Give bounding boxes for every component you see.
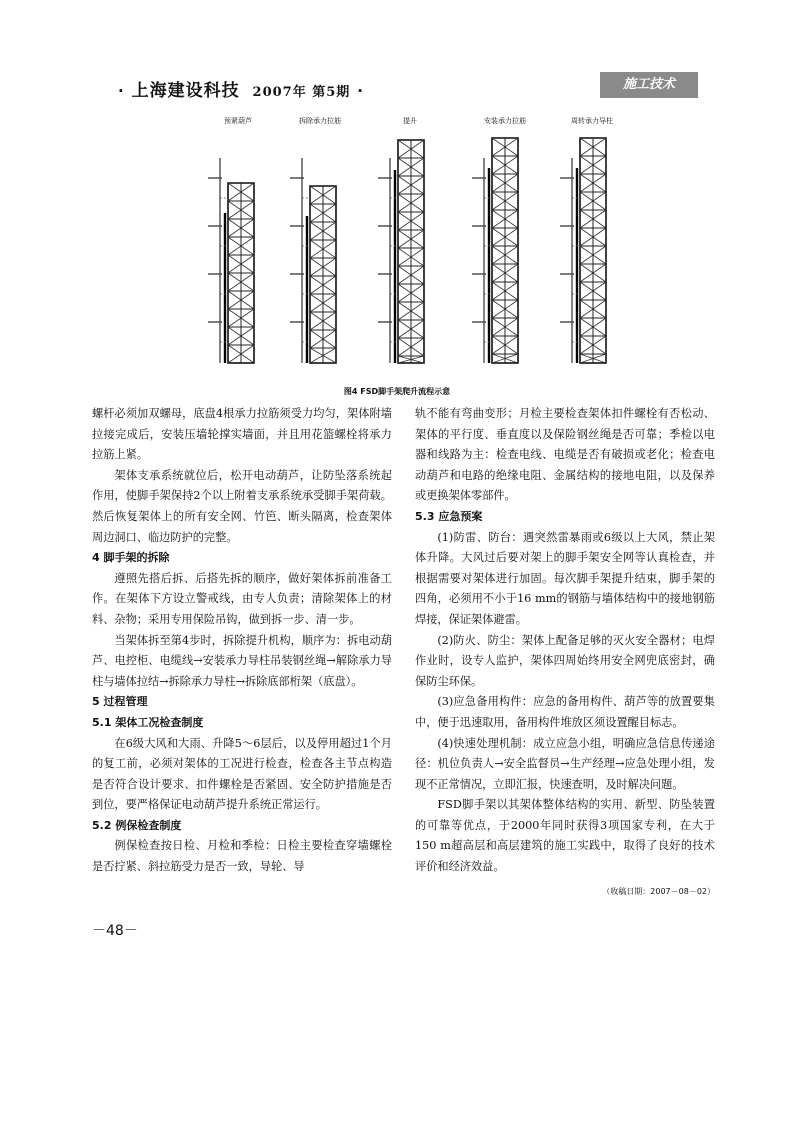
figure-caption: 图4 FSD脚手架爬升流程示意 xyxy=(343,387,451,396)
stage-label-2: 拆除承力拉筋 xyxy=(299,117,341,125)
paragraph: 架体支承系统就位后，松开电动葫芦，让防坠落系统起作用，使脚手架保持2个以上附着支承系统承受脚手架荷载。然后恢复架体上的所有安全网、竹笆、断头隔离，检查架体周边洞口、临边防护的完整。 xyxy=(92,468,392,544)
paragraph: (4)快速处理机制：成立应急小组，明确应急信息传递途径：机位负责人→安全监督员→生产经理→应急处理小组，发现不正常情况，立即汇报，快速查明，及时解决问题。 xyxy=(415,736,715,791)
paragraph: 在6级大风和大雨、升降5～6层后，以及停用超过1个月的复工前，必须对架体的工况进行检查，检查各主节点构造是否符合设计要求、扣件螺栓是否紧固、安全防护措施是否到位，要严格保证电动葫芦提升系统正常运行。 xyxy=(92,736,392,812)
paragraph: 遵照先搭后拆、后搭先拆的顺序，做好架体拆前准备工作。在架体下方设立警戒线，由专人负责；清除架体上的材料、杂物；采用专用保险吊钩，做到拆一步、清一步。 xyxy=(92,571,392,626)
header-dot-left: · xyxy=(118,82,125,100)
scaffold-drawing xyxy=(200,108,640,378)
paragraph: (3)应急备用构件：应急的备用构件、葫芦等的放置要集中，便于迅速取用，备用构件堆放区须设置醒目标志。 xyxy=(415,695,715,729)
section-badge: 施工技术 xyxy=(600,72,698,98)
journal-name: 上海建设科技 xyxy=(131,81,240,101)
header-dot-right: · xyxy=(357,82,364,100)
section-heading: 5 过程管理 xyxy=(92,695,148,709)
section-heading: 4 脚手架的拆除 xyxy=(92,551,170,565)
stage-label-3: 提升 xyxy=(403,117,417,125)
journal-title xyxy=(118,76,364,101)
paragraph: 当架体拆至第4步时，拆除提升机构，顺序为：拆电动葫芦、电控柜、电缆线→安装承力导柱吊装钢丝绳→解除承力导柱与墙体拉结→拆除承力导柱→拆除底部桁架（底盘）。 xyxy=(92,633,392,688)
subsection-heading: 5.1 架体工况检查制度 xyxy=(92,715,204,729)
paragraph: 例保检查按日检、月检和季检：日检主要检查穿墙螺栓是否拧紧、斜拉筋受力是否一致，导轮、导 xyxy=(92,839,392,874)
left-column xyxy=(92,404,392,878)
paragraph: FSD脚手架以其架体整体结构的实用、新型、防坠装置的可靠等优点，于2000年同时获得3项国家专利，在大于150 m超高层和高层建筑的施工实践中，取得了良好的技术评价和经济效益。 xyxy=(415,798,715,874)
figure-scaffold-stages xyxy=(200,108,640,378)
received-date: （收稿日期：2007－08－02） xyxy=(602,886,715,896)
paragraph: (2)防火、防尘：架体上配备足够的灭火安全器材；电焊作业时，设专人监护，架体四周始终用安全网兜底密封，确保防尘环保。 xyxy=(415,633,715,688)
journal-issue: 2007年 第5期 xyxy=(252,85,351,100)
page-number: －48－ xyxy=(92,923,138,939)
subsection-heading: 5.3 应急预案 xyxy=(415,509,483,523)
page-header xyxy=(118,72,698,102)
paragraph: 轨不能有弯曲变形；月检主要检查架体扣件螺栓有否松动、架体的平行度、垂直度以及保险钢丝绳是否可靠；季检以电器和线路为主：检查电线、电缆是否有破损或老化；检查电动葫芦和电路的绝缘电阻、金属结构的接地电阻，以及保养或更换架体零部件。 xyxy=(415,407,715,503)
subsection-heading: 5.2 例保检查制度 xyxy=(92,818,182,832)
stage-label-5: 周转承力导柱 xyxy=(571,117,613,125)
stage-label-4: 安装承力拉筋 xyxy=(484,117,526,125)
paragraph: (1)防雷、防台：遇突然雷暴雨或6级以上大风，禁止架体升降。大风过后要对架上的脚手架安全网等认真检查，并根据需要对架体进行加固。每次脚手架提升结束，脚手架的四角，必须用不小于16 mm的钢筋与墙体结构中的接地钢筋焊接，保证架体避雷。 xyxy=(415,530,715,626)
right-column xyxy=(415,404,715,902)
paragraph: 螺杆必须加双螺母，底盘4根承力拉筋须受力均匀，架体附墙拉接完成后，安装压墙轮撑实墙面，并且用花篮螺栓将承力拉筋上紧。 xyxy=(92,407,392,462)
stage-label-1: 预紧葫芦 xyxy=(224,117,252,125)
